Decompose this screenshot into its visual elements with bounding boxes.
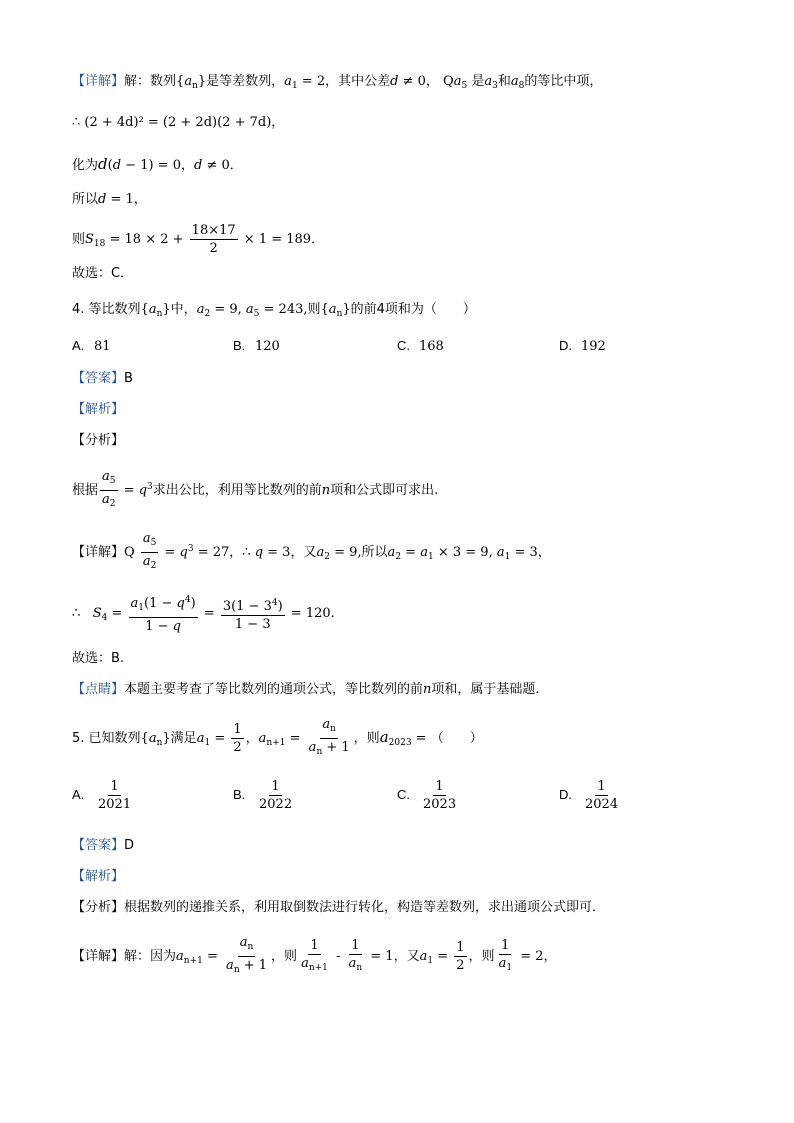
q5-analysis-tag: 【解析】 xyxy=(72,869,125,884)
q4-stem: 4. 等比数列$\{a_n\}$中，$a_2 = 9$, $a_5 = 243$,则$\{a_n\}$的前4项和为（ ） xyxy=(72,302,476,319)
option-b[interactable]: B. $\frac{1}{2022}$ xyxy=(233,779,293,812)
q4-s4: ∴ $S_4$ = $\frac{a_1(1 - q^4)}{1 - q}$ = $\frac{3(1 - 3^4)}{1 - 3}$ = 120. xyxy=(72,592,335,638)
detail-line-2: ∴ (2 + 4d)² = (2 + 2d)(2 + 7d)， xyxy=(72,115,285,130)
option-c[interactable]: C. 168 xyxy=(397,338,444,354)
choose-line-2: 故选：B. xyxy=(72,651,125,666)
detail-line-4: 所以d = 1， xyxy=(72,192,147,207)
option-b[interactable]: B. 120 xyxy=(233,338,280,354)
q4-answer: 【答案】B xyxy=(72,371,133,386)
detail-tag: 【详解】 xyxy=(72,74,125,89)
detail-line-5: 则$S_{18} = 18 \times 2$ + $\frac{18\times 17}{2}$ × 1 = 189． xyxy=(72,223,325,256)
q4-fenxi-text: 根据 $\frac{a_5}{a_2}$ = $q^3$求出公比，利用等比数列的前n项和公式即可求出. xyxy=(72,469,439,509)
q4-detail: 【详解】Q $\frac{a_5}{a_2}$ = $q^3 = 27$，∴ q = 3，又$a_2 = 9$,所以$a_2 = a_1 \times 3 = 9$, $a_1 = 3$， xyxy=(72,531,551,571)
option-c[interactable]: C. $\frac{1}{2023}$ xyxy=(397,779,457,812)
q5-answer: 【答案】D xyxy=(72,838,135,853)
option-a[interactable]: A. 81 xyxy=(72,338,111,354)
detail-line-3: 化为d(d − 1) = 0，d ≠ 0． xyxy=(72,155,243,173)
q5-fenxi: 【分析】根据数列的递推关系，利用取倒数法进行转化，构造等差数列，求出通项公式即可． xyxy=(72,900,606,915)
q4-analysis-tag: 【解析】 xyxy=(72,402,125,417)
q4-fenxi-tag: 【分析】 xyxy=(72,433,125,448)
choose-line-1: 故选：C． xyxy=(72,266,134,281)
option-a[interactable]: A. $\frac{1}{2021}$ xyxy=(72,779,132,812)
option-d[interactable]: D. $\frac{1}{2024}$ xyxy=(559,779,619,812)
option-d[interactable]: D. 192 xyxy=(559,338,606,354)
q5-detail: 【详解】解：因为$a_{n+1}$ = $\frac{a_n}{a_n + 1}$ ，则 $\frac{1}{a_{n+1}}$ - $\frac{1}{a_n}$ = 1，又$a_1$ = $\frac{1}{2}$ ，则 $\frac{1}{a_1}$ = 2， xyxy=(72,935,557,975)
detail-line-1: 【详解】解：数列$\{a_n\}$是等差数列，$a_1 = 2$，其中公差d ≠ 0， $Qa_5$ 是$a_3$和$a_8$的等比中项， xyxy=(72,74,603,91)
q4-dianjing: 【点睛】本题主要考查了等比数列的通项公式，等比数列的前n项和，属于基础题. xyxy=(72,682,540,697)
q5-stem: 5. 已知数列$\{a_n\}$满足$a_1$ = $\frac{1}{2}$ ，$a_{n+1}$ = $\frac{a_n}{a_n + 1}$ ，则$a_{2023}$ = （ ） xyxy=(72,717,483,757)
